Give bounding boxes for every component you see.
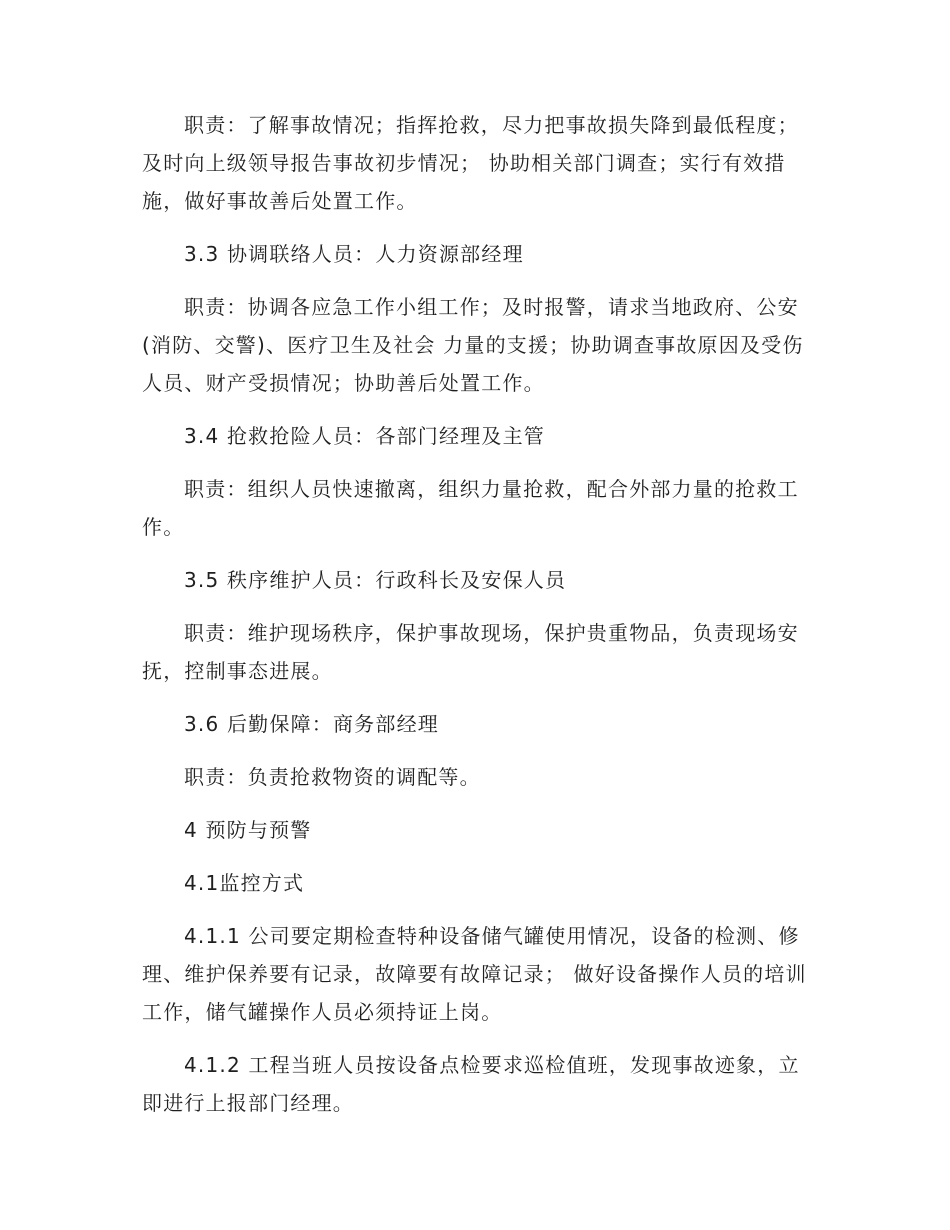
heading-4-prevention: 4 预防与预警 [184, 818, 312, 842]
paragraph-duties-command: 职责：了解事故情况；指挥抢救，尽力把事故损失降到最低程度；及时向上级领导报告事故初步情况； 协助相关部门调查；实行有效措施，做好事故善后处置工作。 [142, 113, 799, 213]
document-page [142, 106, 810, 1137]
paragraph-duties-logistics: 职责：负责抢救物资的调配等。 [184, 765, 481, 789]
paragraph-4-1-2: 4.1.2 工程当班人员按设备点检要求巡检值班，发现事故迹象，立即进行上报部门经理。 [142, 1053, 800, 1115]
heading-3-5-order: 3.5 秩序维护人员：行政科长及安保人员 [184, 568, 567, 592]
heading-3-3-liaison: 3.3 协调联络人员：人力资源部经理 [184, 242, 524, 266]
paragraph-duties-rescue: 职责：组织人员快速撤离，组织力量抢救，配合外部力量的抢救工作。 [142, 477, 799, 539]
heading-3-6-logistics: 3.6 后勤保障：商务部经理 [184, 712, 439, 736]
heading-3-4-rescue: 3.4 抢救抢险人员：各部门经理及主管 [184, 424, 545, 448]
paragraph-duties-order: 职责：维护现场秩序，保护事故现场，保护贵重物品，负责现场安抚，控制事态进展。 [142, 621, 799, 683]
paragraph-4-1-1: 4.1.1 公司要定期检查特种设备储气罐使用情况，设备的检测、修理、维护保养要有记录，故障要有故障记录； 做好设备操作人员的培训工作，储气罐操作人员必须持证上岗。 [142, 924, 807, 1024]
heading-4-1-monitoring: 4.1监控方式 [184, 871, 305, 895]
paragraph-duties-liaison: 职责：协调各应急工作小组工作；及时报警，请求当地政府、公安(消防、交警)、医疗卫生及社会 力量的支援；协助调查事故原因及受伤人员、财产受损情况；协助善后处置工作。 [142, 295, 804, 395]
